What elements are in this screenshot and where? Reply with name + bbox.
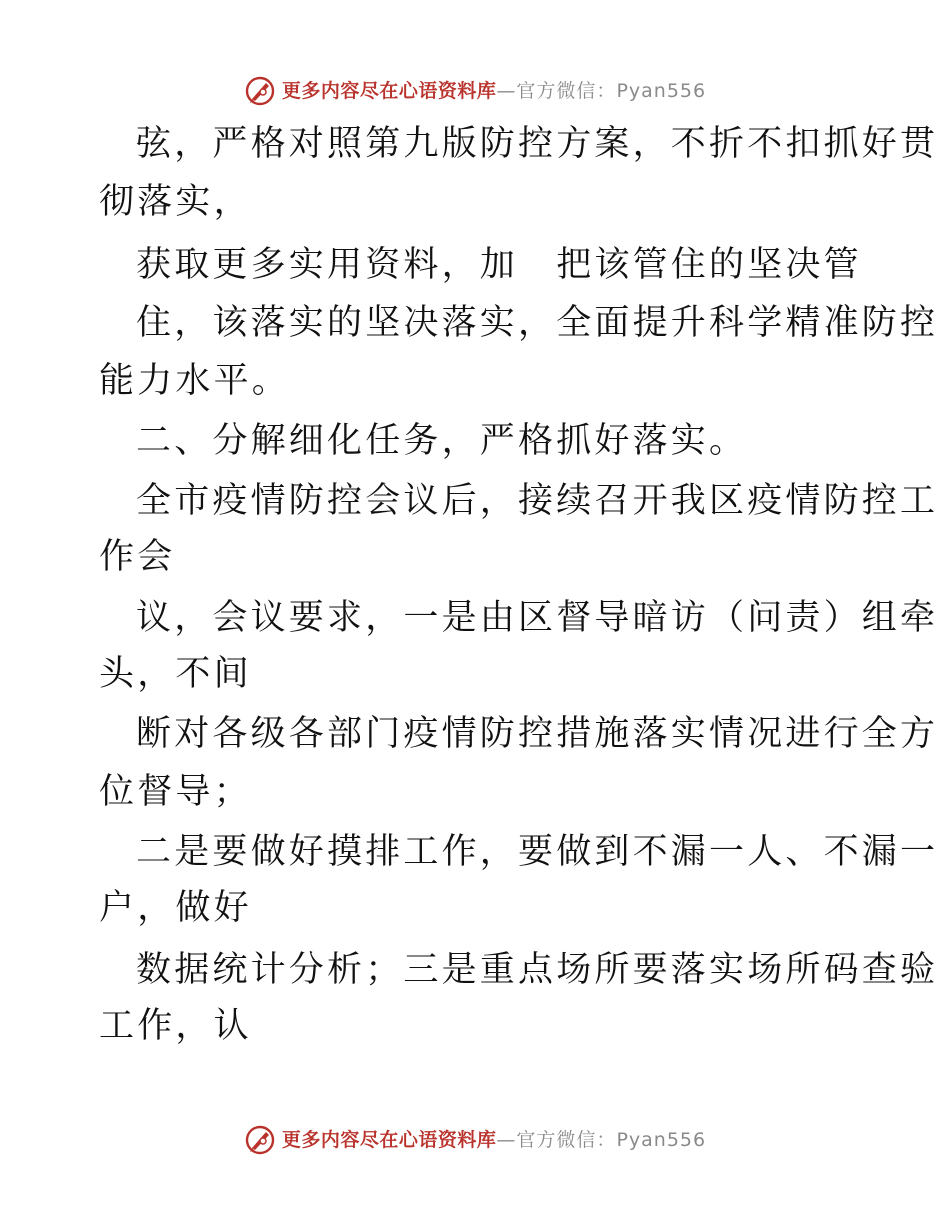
- footer-watermark-banner: [0, 1122, 950, 1158]
- header-watermark-banner: [0, 73, 950, 109]
- body-line: 户，做好: [99, 888, 252, 928]
- quill-pen-logo-icon: [244, 75, 276, 107]
- body-line: 数据统计分析；三是重点场所要落实场所码查验: [136, 950, 939, 990]
- body-line: 议，会议要求，一是由区督导暗访（问责）组牵: [136, 598, 939, 638]
- quill-pen-logo-icon: [244, 1124, 276, 1156]
- body-line: 作会: [99, 537, 176, 577]
- header-dash: —: [496, 79, 517, 102]
- body-line: 弦，严格对照第九版防控方案，不折不扣抓好贯: [136, 124, 939, 164]
- body-line: 彻落实，: [99, 182, 252, 222]
- body-line: 全市疫情防控会议后，接续召开我区疫情防控工: [136, 481, 939, 521]
- body-line: 位督导；: [99, 772, 252, 812]
- footer-wechat-label: 官方微信：: [516, 1128, 617, 1151]
- body-line: 获取更多实用资料，加 把该管住的坚决管: [136, 245, 862, 285]
- header-watermark-text: [281, 79, 707, 102]
- footer-brand-text: 更多内容尽在心语资料库: [281, 1128, 497, 1151]
- body-line: 二、分解细化任务，严格抓好落实。: [136, 421, 748, 461]
- body-line: 断对各级各部门疫情防控措施落实情况进行全方: [136, 714, 939, 754]
- body-line: 能力水平。: [99, 361, 291, 401]
- footer-dash: —: [496, 1128, 517, 1151]
- body-line: 二是要做好摸排工作，要做到不漏一人、不漏一: [136, 832, 939, 872]
- header-brand-text: 更多内容尽在心语资料库: [281, 79, 497, 102]
- body-line: 工作，认: [99, 1006, 252, 1046]
- header-wechat-id: Pyan556: [616, 79, 707, 102]
- body-line: 住，该落实的坚决落实，全面提升科学精准防控: [136, 303, 939, 343]
- footer-watermark-text: [281, 1128, 707, 1151]
- header-wechat-label: 官方微信：: [516, 79, 617, 102]
- footer-wechat-id: Pyan556: [616, 1128, 707, 1151]
- body-line: 头，不间: [99, 654, 252, 694]
